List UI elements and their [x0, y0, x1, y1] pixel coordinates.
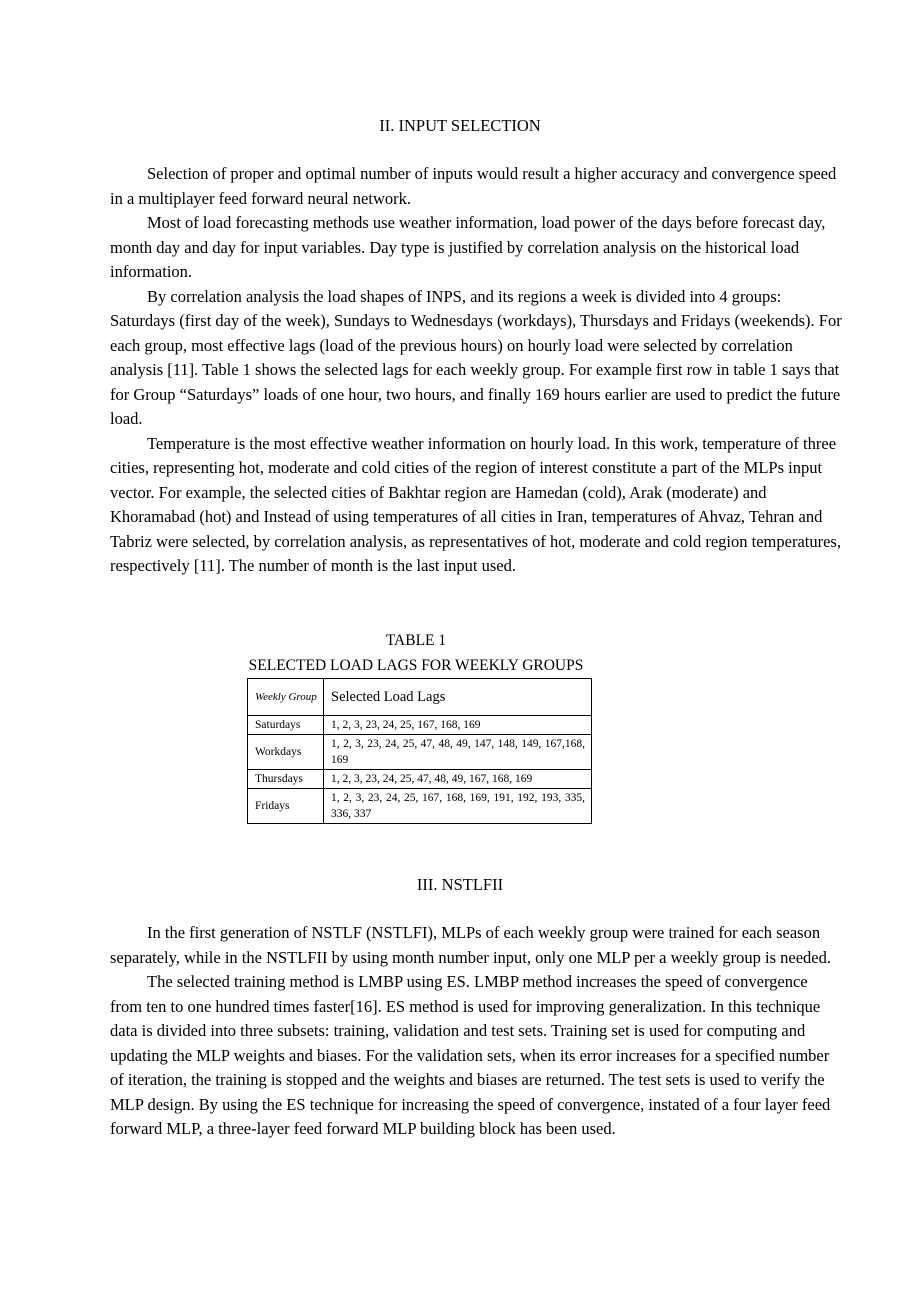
table-cell-group: Fridays	[248, 789, 324, 824]
paragraph: Selection of proper and optimal number of inputs would result a higher accuracy and convergence speed in a multiplayer feed forward neural network.	[110, 164, 837, 208]
table-title: SELECTED LOAD LAGS FOR WEEKLY GROUPS	[248, 657, 584, 674]
column-header-selected-load-lags: Selected Load Lags	[324, 679, 592, 716]
table-label: TABLE 1	[385, 632, 447, 649]
load-lags-table	[247, 678, 592, 824]
table-cell-lags: 1, 2, 3, 23, 24, 25, 47, 48, 49, 147, 148, 149, 167,168, 169	[324, 735, 592, 770]
paragraph: By correlation analysis the load shapes of INPS, and its regions a week is divided into 4 groups: Saturdays (first day of the week), Sundays to Wednesdays (workdays), Thursdays and Fridays (weekends). For each group, most effective lags (load of the previous hours) on hourly load were selected by correlation analysis [11]. Table 1 shows the selected lags for each weekly group. For example first row in table 1 says that for Group “Saturdays” loads of one hour, two hours, and finally 169 hours earlier are used to predict the future load.	[110, 286, 842, 428]
paragraph: The selected training method is LMBP using ES. LMBP method increases the speed of convergence from ten to one hundred times faster[16]. ES method is used for improving generalization. In this technique data is divided into three subsets: training, validation and test sets. Training set is used for computing and updating the MLP weights and biases. For the validation sets, when its error increases for a specified number of iteration, the training is stopped and the weights and biases are returned. The test sets is used to verify the MLP design. By using the ES technique for increasing the speed of convergence, instated of a four layer feed forward MLP, a three-layer feed forward MLP building block has been used.	[110, 972, 831, 1138]
table-header-row	[248, 679, 592, 716]
paragraph: Most of load forecasting methods use weather information, load power of the days before forecast day, month day and day for input variables. Day type is justified by correlation analysis on the historical load information.	[110, 213, 826, 281]
table-row	[248, 716, 592, 735]
section-heading-nstlfii: III. NSTLFII	[416, 875, 504, 894]
paragraph: In the first generation of NSTLF (NSTLFI), MLPs of each weekly group were trained for each season separately, while in the NSTLFII by using month number input, only one MLP per a weekly group is needed.	[110, 923, 831, 967]
table-row	[248, 770, 592, 789]
table-row	[248, 789, 592, 824]
table-cell-group: Saturdays	[248, 716, 324, 735]
table-cell-group: Workdays	[248, 735, 324, 770]
section-body-nstlfii	[110, 921, 842, 1142]
section-body-input-selection	[110, 162, 842, 579]
table-cell-lags: 1, 2, 3, 23, 24, 25, 167, 168, 169, 191, 192, 193, 335, 336, 337	[324, 789, 592, 824]
table-cell-lags: 1, 2, 3, 23, 24, 25, 47, 48, 49, 167, 168, 169	[324, 770, 592, 789]
column-header-weekly-group: Weekly Group	[248, 679, 324, 716]
table-row	[248, 735, 592, 770]
table-cell-lags: 1, 2, 3, 23, 24, 25, 167, 168, 169	[324, 716, 592, 735]
paragraph: Temperature is the most effective weather information on hourly load. In this work, temperature of three cities, representing hot, moderate and cold cities of the region of interest constitute a part of the MLPs input vector. For example, the selected cities of Bakhtar region are Hamedan (cold), Arak (moderate) and Khoramabad (hot) and Instead of using temperatures of all cities in Iran, temperatures of Ahvaz, Tehran and Tabriz were selected, by correlation analysis, as representatives of hot, moderate and cold region temperatures, respectively [11]. The number of month is the last input used.	[110, 433, 841, 575]
section-heading-input-selection: II. INPUT SELECTION	[379, 116, 541, 135]
table-cell-group: Thursdays	[248, 770, 324, 789]
